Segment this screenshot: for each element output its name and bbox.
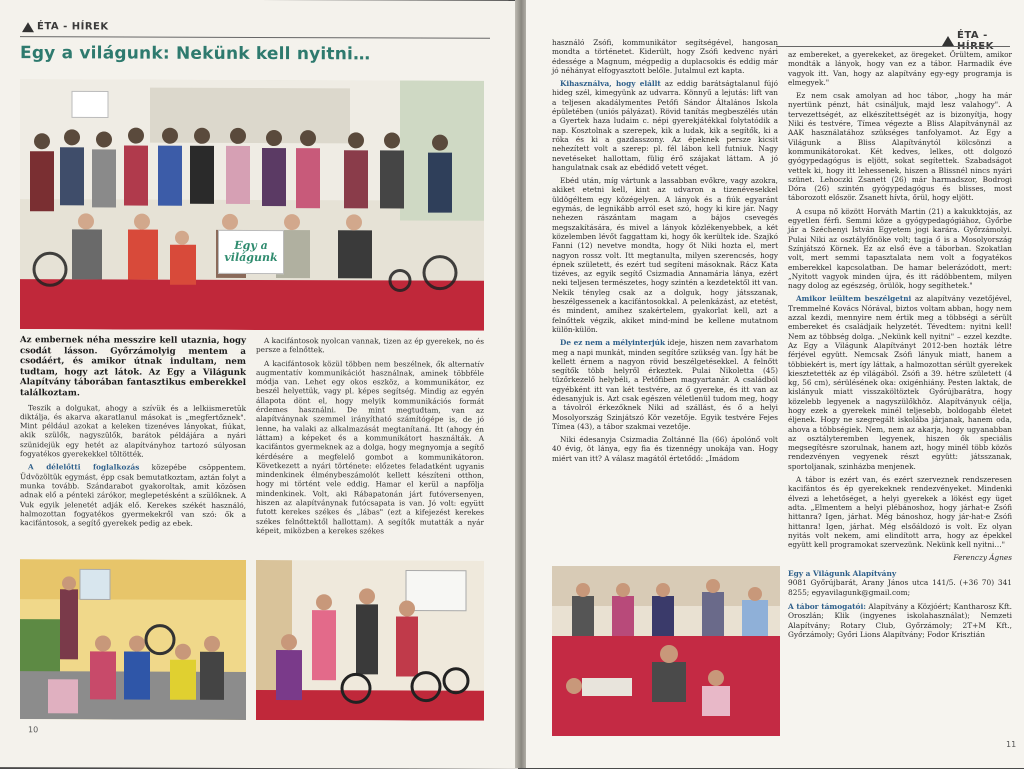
indoor-photo-image xyxy=(256,560,484,721)
mountain-logo-icon xyxy=(22,22,34,32)
courtyard-photo-image xyxy=(20,559,246,720)
paragraph: használó Zsófi, kommunikátor segítségével, hangosan mondta a történetet. Kiderült, hogy Zsófi kedvenc nyári édessége a Magnum, mégpedig a duplacsokis és eddig már jó néhányat elfogyasztott belőle. Jutalmul ezt kapta. xyxy=(552,38,778,75)
article-lead: Az embernek néha messzire kell utaznia, hogy csodát lásson. Győrzámolyig mentem a csodáért, és amikor útnak indultam, nem tudtam, hogy azt látok. Az Egy a Világunk Alapítvány táborában fantasztikus emberekkel találkoztam. xyxy=(20,335,246,399)
brand-right xyxy=(942,30,1024,52)
paragraph-text: közepébe csöppentem. Üdvözöltük egymást, épp csak bemutatkoztam, aztán folyt a munka tovább. Szándarabot gyakoroltak, amit közösen adnak elő a pénteki zárókor, meglepetésként a szülőknek. A Vuk egyik jelenetét adják elő. Kerekes székét használó, halmozottan fogyatékos gyermekekről van szó: ők a kacifántosok, a segítő gyerekek pedig az ebek. xyxy=(20,462,246,528)
paragraph-text: az eddig barátságtalanul fújó hideg szél, kimegyünk az udvarra. Könnyű a lejutás: lift van a teljesen akadálymentes Petőfi Sándor Általános Iskola épületében (uniós pályázat). Rövid tanítás megbeszélés után a Gyertek haza ludaim c. népi gyerekjátékkal folytatódik a nap. Kosztolnak a szerepek, kik a ludak, kik a segítők, ki a róka és ki a gazdasszony. Az épeknek persze kicsit nehezített volt a szerep: pl. fél lábon kell futniuk. Nagy nevetéseket hallottam, fülig érő szájakat láttam. A jó hangulatnak csak az ebédidő vetett véget. xyxy=(552,79,778,172)
author-signature: Ferenczy Ágnes xyxy=(953,553,1012,563)
paragraph xyxy=(20,463,246,529)
support-text: Alapítvány a Közjóért; Kantharosz Kft. Oroszlán; Klik (ingyenes iskolahasználat); Nemzeti Alapítvány; Rotary Club, Győrzámoly; 2T+M Kft., Győrzámoly; Győri Lions Alapítvány; Fodor Krisztián xyxy=(788,601,1012,640)
paragraph: A kacifántosok közül többen nem beszélnek, ők alternatív augmentatív kommunikációt használnak, aminek többféle módja van. Lehet egy okos eszköz, a kommunikátor, ez beszél helyettük, vagy pl. képes segítség. Mindig az egyén állapota dönt el, hogy melyik kommunikációs formát érdemes használni. De mint megtudtam, van az alapítványnak szemmel irányítható számítógépe is, de jó lenne, ha valaki az alkalmazását megtanítaná. Itt (ahogy én láttam) a képeket és a kommunikátort használták. A kacifántos gyermeknek az a dolga, hogy megnyomja a segítő kérdésére a megfelelő gombot a kommunikátoron. Következett a nyári története: előzetes feladatként ugyanis mindenkinek élménybeszámolót kellett készíteni otthon, hogy mi történt vele eddig. Hamar el kerül a napfölja mindenkinek. Volt, aki Rábapatonán járt futóversenyen, hiszen az alapítványnak futócsapata is van. Jó volt: együtt futott kerekes székes és „lábas" (ezt a kifejezést kerekes székes felnőttektől hallottam). A segítők mutatták a nyár képeit, miközben a kerekes székes xyxy=(256,358,484,536)
right-column-2 xyxy=(788,50,1012,640)
brand-text: ÉTA - xyxy=(957,30,988,41)
keyword: A délelőtti foglalkozás xyxy=(28,462,140,472)
footer-info xyxy=(788,569,1012,640)
paragraph xyxy=(552,338,778,431)
header-rule xyxy=(776,46,1010,47)
play-photo-image xyxy=(552,566,780,736)
paragraph-text: az alapítvány vezetőjével, Tremmelné Kovács Nórával, biztos voltam abban, hogy nem azzal kezdi, mennyire nem értik meg a többségi a sérült embereket és családjaik helyzetét. Tévedtem: nyitni kell! Nem az többség dolga. „Nekünk kell nyitni" – ezzel kezdte. Az Egy a Világunk Alapítványt 2012-ben hozták létre férjével együtt. Nemcsak Zsófi lányuk miatt, hanem a többiekért is, mert így láttak, a halmozottan sérült gyerekek kiesztetették az ép világából. Zsófi a 39. hétre született (4 kg, 56 cm), sérülésének oka: oxigénhiány. Pesten laktak, de kislányuk miatt visszaköltöztek Győrújbarátra, hogy közelebb legyenek a nagyszülőkhöz. Alapítványuk célja, hogy ezek a gyerekek minél teljesebb, boldogabb életet éljenek. Hogy ne szegregált iskolába járjanak, hanem oda, ahova a többségiek. Nem, nem az akarja, hogy ugyanabban az osztályteremben legyenek, hiszen ők speciális megsegítésre szorulnak, hanem azt, hogy minél több közös rendezvényen vegyenek részt együtt: játsszanak, sportoljanak, szinházba menjenek. xyxy=(788,294,1012,471)
support-title: A tábor támogatói: xyxy=(788,601,866,611)
brand-left xyxy=(22,21,109,32)
right-page xyxy=(526,0,1024,768)
right-column-1 xyxy=(552,38,778,467)
paragraph-text: ideje, hiszen nem zavarhatom meg a napi munkát, minden segítőre szükség van. Így hát be kellett érnem a nagyon rövid beszélgetésekkel. A felnőtt segítők több helyről érkeztek. Pulai Nikoletta (45) tűzőrkezelő helybéli, a Petőfiben magyartanár. A családból egyébként itt van két testvére, az ő gyereke, és itt van az édesanyjuk is. Azt csak egészen véletlenül tudom meg, hogy a távolról érkezőknek Niki ad szállást, és ő a helyi Mosolyország Szinjátszó Kör vezetője. Egyik testvére Fejes Tímea (43), a tábor szakmai vezetője. xyxy=(552,338,778,431)
brand-text: ÉTA - HÍREK xyxy=(37,21,109,33)
header-rule xyxy=(20,36,490,39)
keyword: De ez nem a mélyinterjúk xyxy=(560,338,666,348)
mountain-logo-icon xyxy=(942,36,954,46)
paragraph: Ebéd után, míg vártunk a lassabban evőkre, vagy azokra, akiket etetni kell, kint az udvaron a tizenévesekkel üldögéltem egy közégelyen. A lányok és a fiúk egyaránt egymás, de legnikább arról eset szó, hogy ki kire jár. Nagy nehezen rászántam magam a bájos csevegés megszakítására, és mivel a lányok közlékenyebbek, a két közelemben lévőt faggattam ki, hogy ők kerültek ide. Szajkó Fanni (12) nevetve mondta, hogy őt Niki hozta el, mert nagyon rossz volt. Itt megtanulta, milyen szerencsés, hogy épnek született, és ezért tud segíteni másoknak. Rácz Kata tizéves, az egyik segítő Csizmadia Annamária lánya, ezért neki teljesen természetes, hogy szintén a kezdetektől itt van. Nekik tényleg csak az a dolguk, hogy játsszanak, beszélgessenek a kacifántosokkal. A pelenkázást, az etetést, és mindent, amihez szakértelem, gyakorlat kell, azt a felnőttek végzik, akiket mind-mind be kellene mutatnom külön-külön. xyxy=(552,176,778,334)
group-photo xyxy=(20,79,484,331)
article-title: Egy a világunk: Nekünk kell nyitni… xyxy=(20,43,371,65)
keyword: Kihasználva, hogy elállt xyxy=(560,79,661,89)
page-number-left: 10 xyxy=(28,725,39,735)
org-title: Egy a Világunk Alapítvány xyxy=(788,568,897,578)
group-photo-image xyxy=(20,79,484,331)
page-number-right: 11 xyxy=(1006,740,1017,749)
keyword: Amikor leültem beszélgetni xyxy=(796,294,912,304)
paragraph: Niki édesanyja Csizmadia Zoltánné Ila (66) ápolónő volt 40 évig, öt lánya, egy fia és tizennégy unokája van. Hogy miért van itt? A válasz magától értetődő: „Imádom xyxy=(552,435,778,463)
play-photo xyxy=(552,566,780,736)
egy-a-vilagunk-sign: Egy a világunk xyxy=(218,230,284,274)
paragraph: A tábor is ezért van, és ezért szerveznek rendszeresen kacifántos és ép gyerekeknek rendezvényeket. Mindenki élvezi a lehetőséget, a helyi gyerekek a lökést egy üget adta. „Elmentem a helyi plébánoshoz, hogy járhat-e Zsófi hittanra? Igen, járhat. Még bánoshoz, hogy jár-hat-e Zsófi hittanra! Igen, járhat. Még elsőáldozó is volt. Ez olyan nyitás volt nekem, ami elindított arra, hogy az épekkel együtt kell programokat szervezünk. Nekünk kell nyitni…" xyxy=(788,475,1012,550)
paragraph xyxy=(788,294,1012,471)
paragraph: A kacifántosok nyolcan vannak, tizen az ép gyerekek, no és persze a felnőttek. xyxy=(256,336,484,355)
courtyard-photo xyxy=(20,559,246,720)
left-column-2 xyxy=(256,336,484,540)
left-column-1 xyxy=(20,335,246,532)
org-address: 9081 Győrújbarát, Arany János utca 141/5. (+36 70) 341 8255; egyavilagunk@gmail.com; xyxy=(788,578,1012,597)
paragraph: Teszik a dolgukat, ahogy a szívük és a lelkiismeretük diktálja, és akarva akaratlanul másokat is „megfertőznek". Mint például azokat a keleken tizenéves lányokat, fiúkat, akik szülők, nagyszülők, barátok példájára a nyári szünidejük egy hetét az alapítványhoz tartozó súlyosan fogyatékos gyerekekkel töltötték. xyxy=(20,402,246,459)
paragraph xyxy=(552,79,778,172)
indoor-photo xyxy=(256,560,484,721)
paragraph: A csupa nő között Horváth Martin (21) a kakukktojás, az egyetlen férfi. Semmi köze a gyógypedagógiához, Győrbe jár a Széchenyi István Egyetem jogi karára. Győrzámolyi. Pulai Niki az osztályfőnöke volt; tagja ő is a Mosolyország Színjátszó Körnek. Ez az első éve a táborban. Szokatlan volt, mert semmi tapasztalata nem volt a fogyatékos emberekkel kapcsolatban. De hamar belerázódott, mert: „Nyitott vagyok minden újra, és itt rádöbbentem, milyen nagy dolog az egészség, örülök, hogy segíthetek." xyxy=(788,206,1012,291)
paragraph: az embereket, a gyerekeket, az öregeket. Őrültem, amikor mondták a lányok, hogy van ez a tábor. Harmadik éve vagyok itt. Van, hogy az alapítvány egy-egy programja is elmegyek." xyxy=(788,50,1012,87)
paragraph: Ez nem csak amolyan ad hoc tábor, „hogy ha már nyertünk pénzt, hát csináljuk, majd lesz valahogy". A tervezettségét, az elkészítettségét az is bizonyítja, hogy Niki és testvére, Tímea végezte a Bliss Alapítványnál az AAK használatához szükséges tanfolyamot. Az Egy a Világunk a Bliss Alapítványtól kölcsönzi a kommunikátorokat. Két kedves, lelkes, ott dolgozó gyógypedagógus is eljött, sokat segítettek. Szabadságot vettek ki, hogy itt lehessenek, hiszen a Blissnél nincs nyári szünet. Lehoczki Zsanett (26) már harmadszor, Bodrogi Dóra (26) szintén gyógypedagógus és blisses, most táborozott először. Zsanett hívta, őrül, hogy eljött. xyxy=(788,91,1012,203)
